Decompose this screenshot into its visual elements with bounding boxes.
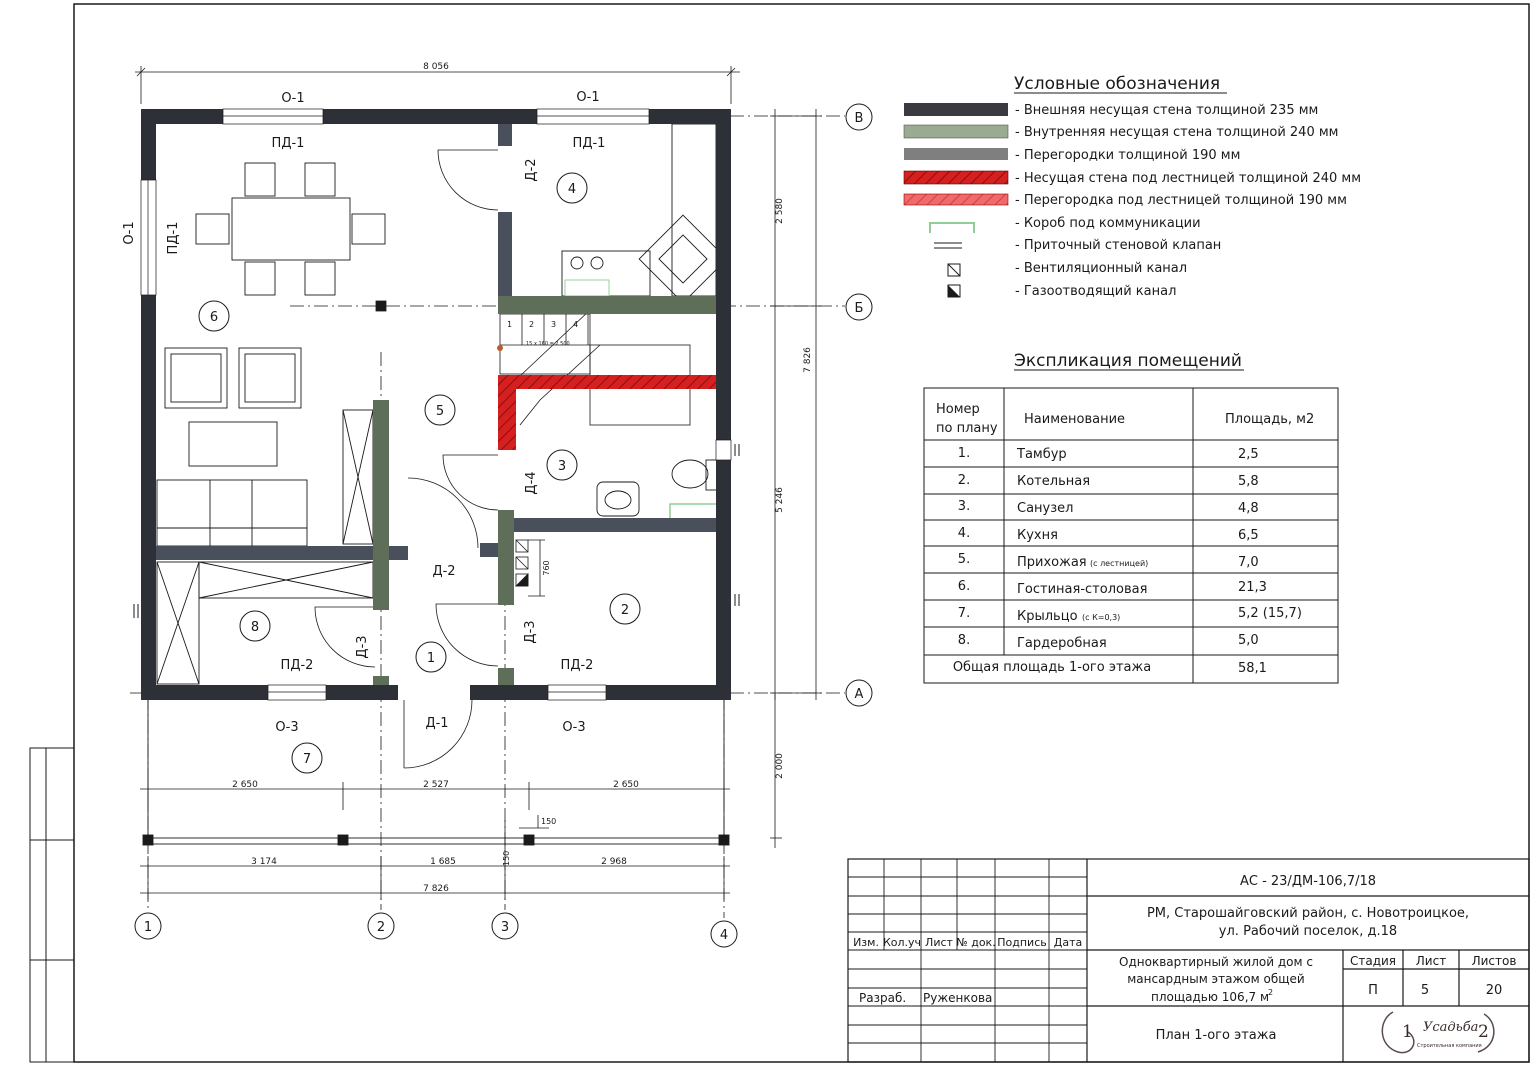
stage-header: Стадия — [1349, 954, 1397, 968]
sheet-name: План 1-ого этажа — [1155, 1028, 1277, 1043]
row-note: (с К=0,3) — [1082, 613, 1121, 622]
svg-text:Усадьба: Усадьба — [1423, 1020, 1479, 1035]
legend-label: - Вентиляционный канал — [1015, 261, 1188, 276]
svg-text:1: 1 — [1402, 1022, 1413, 1042]
window-label: О-1 — [122, 221, 137, 245]
room-number: 8 — [250, 620, 260, 635]
dim-porch-right: 2 650 — [613, 780, 639, 790]
legend-label: - Перегородка под лестницей толщиной 190 мм — [1015, 193, 1347, 208]
legend-swatch-under-stair-partition — [904, 194, 1008, 205]
legend-label: - Несущая стена под лестницей толщиной 240 мм — [1015, 171, 1362, 186]
legend-label: - Внутренняя несущая стена толщиной 240 мм — [1015, 125, 1339, 140]
dim-right-middle: 5 246 — [775, 487, 785, 513]
sheets-value: 20 — [1485, 983, 1503, 998]
row-name: Крыльцо — [1017, 609, 1078, 624]
hdr-sign: Подпись — [997, 936, 1047, 949]
sill-label: ПД-1 — [572, 136, 606, 151]
row-num: 6. — [957, 579, 971, 594]
legend-swatch-exterior-wall — [904, 103, 1008, 116]
bathroom-fixtures — [597, 460, 718, 518]
col-header-area: Площадь, м2 — [1225, 412, 1315, 427]
axis-b: Б — [854, 301, 864, 316]
room-number: 6 — [209, 310, 219, 325]
dim-bottom-right: 2 968 — [601, 857, 627, 867]
legend-label: - Газоотводящий канал — [1015, 284, 1177, 299]
explication-title: Экспликация помещений — [1014, 351, 1242, 371]
svg-text:3: 3 — [551, 320, 557, 329]
row-name: Прихожая — [1017, 555, 1087, 570]
sheet-frame — [74, 4, 1529, 1062]
room-number: 4 — [567, 182, 577, 197]
axis-2: 2 — [376, 920, 386, 935]
partitions — [155, 124, 717, 560]
row-area: 2,5 — [1238, 447, 1259, 462]
sheet-header: Лист — [1415, 954, 1447, 968]
sill-label: ПД-2 — [560, 658, 594, 673]
row-name: Гардеробная — [1017, 636, 1107, 651]
row-num: 2. — [957, 473, 971, 488]
side-stamp — [30, 748, 74, 1062]
address-line: ул. Рабочий поселок, д.18 — [1218, 924, 1398, 939]
legend — [904, 74, 1361, 299]
svg-text:Строительная компания: Строительная компания — [1417, 1043, 1482, 1049]
object-line: площадью 106,7 м — [1150, 990, 1270, 1004]
dim-right-lower: 2 000 — [775, 753, 785, 779]
axis-3: 3 — [500, 920, 510, 935]
axis-1: 1 — [143, 920, 153, 935]
row-num: 1. — [957, 446, 971, 461]
sill-label: ПД-2 — [280, 658, 314, 673]
col-header-num: Номер — [936, 402, 980, 417]
row-name: Гостиная-столовая — [1017, 582, 1148, 597]
hdr-izm: Изм. — [853, 936, 879, 949]
svg-text:2: 2 — [529, 320, 535, 329]
row-name: Кухня — [1017, 528, 1058, 543]
axis-v: В — [854, 111, 864, 126]
window-label: О-1 — [576, 90, 600, 105]
room-number: 2 — [620, 603, 630, 618]
row-area: 5,2 (15,7) — [1238, 606, 1302, 621]
dim-150-b: 150 — [502, 850, 511, 866]
room-markers — [199, 173, 640, 773]
legend-label: - Перегородки толщиной 190 мм — [1015, 148, 1241, 163]
developer-name: Руженкова — [923, 991, 993, 1005]
legend-swatch-under-stair-wall — [904, 171, 1008, 184]
dim-760: 760 — [542, 560, 551, 576]
axis-a: А — [854, 687, 864, 702]
door-swings — [315, 150, 498, 768]
door-label: Д-1 — [425, 716, 449, 731]
sheet-value: 5 — [1420, 983, 1430, 998]
total-area: 58,1 — [1238, 661, 1267, 676]
window-label: О-3 — [562, 720, 586, 735]
hdr-date: Дата — [1053, 936, 1083, 949]
staircase — [497, 310, 690, 425]
row-area: 6,5 — [1238, 528, 1259, 543]
hdr-kol: Кол.уч — [882, 936, 922, 949]
legend-label: - Короб под коммуникации — [1015, 216, 1201, 231]
total-label: Общая площадь 1-ого этажа — [952, 660, 1152, 675]
row-name: Котельная — [1017, 474, 1091, 489]
dining-furniture — [196, 163, 385, 295]
row-num: 5. — [957, 552, 971, 567]
object-sup: 2 — [1268, 988, 1274, 997]
row-num: 7. — [957, 606, 971, 621]
interior-walls — [373, 296, 717, 686]
legend-swatch-duct-box — [930, 223, 974, 233]
room-number: 1 — [426, 651, 436, 666]
dim-bottom-left: 3 174 — [251, 857, 277, 867]
row-num: 8. — [957, 633, 971, 648]
row-num: 4. — [957, 526, 971, 541]
dim-right-upper: 2 580 — [775, 198, 785, 224]
legend-swatch-interior-wall — [904, 125, 1008, 138]
sheets-header: Листов — [1471, 954, 1517, 968]
row-area: 21,3 — [1238, 580, 1267, 595]
legend-label: - Внешняя несущая стена толщиной 235 мм — [1015, 103, 1319, 118]
sill-label: ПД-1 — [271, 136, 305, 151]
svg-text:2: 2 — [1478, 1022, 1489, 1042]
svg-text:4: 4 — [573, 320, 579, 329]
object-line: Одноквартирный жилой дом с — [1119, 955, 1313, 969]
project-code: АС - 23/ДМ-106,7/18 — [1239, 874, 1377, 889]
vent-channel-icon — [948, 264, 960, 276]
legend-title: Условные обозначения — [1014, 74, 1221, 94]
title-block — [848, 859, 1529, 1062]
explication-table — [924, 351, 1338, 683]
dim-porch-mid: 2 527 — [423, 780, 449, 790]
door-label: Д-4 — [524, 471, 539, 495]
dim-top-total: 8 056 — [423, 62, 449, 72]
stair-step-numbers — [507, 320, 578, 347]
developer-label: Разраб. — [859, 991, 907, 1005]
col-header-num: по плану — [936, 421, 998, 436]
row-area: 5,0 — [1238, 633, 1259, 648]
row-area: 7,0 — [1238, 555, 1259, 570]
room-number: 7 — [302, 752, 312, 767]
object-line: мансардным этажом общей — [1127, 972, 1305, 986]
row-name: Санузел — [1017, 501, 1074, 516]
door-label: Д-3 — [523, 620, 538, 644]
row-area: 4,8 — [1238, 501, 1259, 516]
address-line: РМ, Старошайговский район, с. Новотроицкое, — [1146, 906, 1470, 921]
col-header-name: Наименование — [1024, 412, 1126, 427]
under-stair-walls — [498, 375, 717, 450]
room-number: 3 — [557, 459, 567, 474]
dim-right-total: 7 826 — [803, 347, 813, 373]
stage-value: П — [1368, 983, 1378, 998]
sill-label: ПД-1 — [166, 221, 181, 255]
window-label: О-3 — [275, 720, 299, 735]
axis-4: 4 — [719, 928, 729, 943]
door-label: Д-2 — [432, 564, 456, 579]
living-furniture — [157, 348, 373, 546]
element-labels — [122, 90, 605, 735]
row-note: (с лестницей) — [1090, 559, 1149, 568]
dim-porch-left: 2 650 — [232, 780, 258, 790]
gas-channel-icon — [948, 285, 960, 297]
supply-valve-icon — [934, 243, 962, 248]
floor-plan — [122, 62, 872, 947]
dim-bottom-mid: 1 685 — [430, 857, 456, 867]
company-logo — [1382, 1012, 1494, 1053]
stairs-note: 15 x 160 = 2 500 — [526, 341, 570, 347]
hdr-list: Лист — [925, 936, 953, 949]
window-label: О-1 — [281, 91, 305, 106]
dim-150-a: 150 — [541, 817, 557, 826]
room-number: 5 — [435, 404, 445, 419]
row-area: 5,8 — [1238, 474, 1259, 489]
legend-swatch-partition — [904, 148, 1008, 160]
legend-label: - Приточный стеновой клапан — [1015, 238, 1222, 253]
hdr-doc: № док. — [956, 936, 996, 949]
door-label: Д-2 — [524, 158, 539, 182]
dim-bottom-total: 7 826 — [423, 884, 449, 894]
svg-text:1: 1 — [507, 320, 513, 329]
row-name: Тамбур — [1017, 447, 1067, 462]
door-label: Д-3 — [355, 635, 370, 659]
row-num: 3. — [957, 499, 971, 514]
